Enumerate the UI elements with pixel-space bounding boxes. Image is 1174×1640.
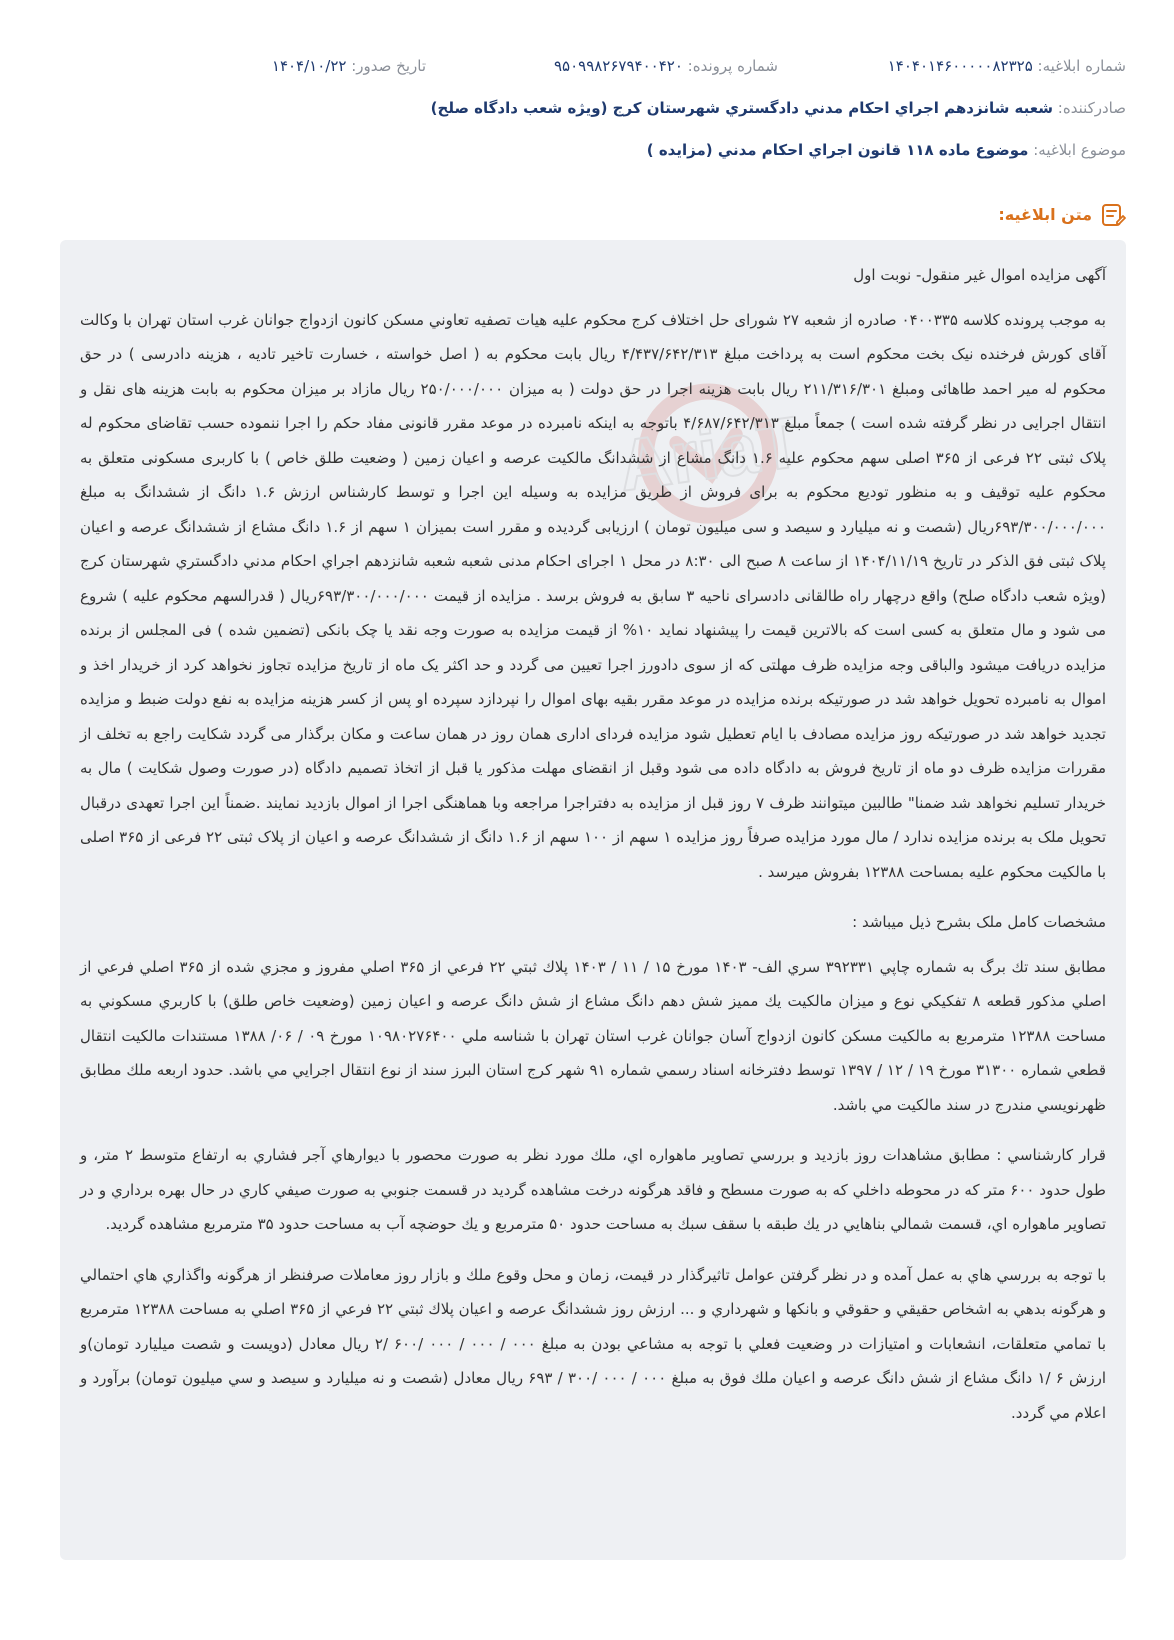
notice-number xyxy=(888,54,1126,78)
notice-text-label: متن ابلاغيه: xyxy=(998,205,1092,224)
notice-paragraph-valuation: با توجه به بررسي هاي به عمل آمده و در نظر گرفتن عوامل تاثيرگذار در قيمت، زمان و محل وقوع ملك و بازار روز معاملات صرفنظر از هرگونه واگذاري هاي احتمالي و هرگونه بدهي به اشخاص حقيقي و حقوقي و بانكها و شهرداري و ... ارزش روز ششدانگ عرصه و اعيان پلاك ثبتي ۲۲ فرعي از ۳۶۵ اصلي به مساحت ۱۲۳۸۸ مترمربع با تمامي متعلقات، انشعابات و امتيازات در وضعيت فعلي با توجه به مشاعي بودن به مبلغ ۰۰۰ / ۰۰۰ / ۰۰۰ /۶۰۰ /۲ ريال معادل (دويست و شصت ميليارد تومان)و ارزش ۶ /۱ دانگ مشاع از شش دانگ عرصه و اعيان ملك فوق به مبلغ ۰۰۰ / ۰۰۰ /۳۰۰ / ۶۹۳ ريال معادل (شصت و نه ميليارد و سيصد و سي ميليون تومان) برآورد و اعلام مي گردد. xyxy=(80,1265,1107,1422)
notice-number-label: شماره ابلاغيه: xyxy=(1037,57,1126,75)
subject-label: موضوع ابلاغيه: xyxy=(1033,141,1126,159)
issuer-label: صادرکننده: xyxy=(1057,99,1126,117)
notice-title: آگهی مزایده اموال غیر منقول- نوبت اول xyxy=(853,266,1106,284)
document-edit-icon xyxy=(1100,202,1126,228)
case-number xyxy=(554,54,778,78)
meta-row-subject xyxy=(48,138,1126,162)
notice-number-value: ۱۴۰۴۰۱۴۶۰۰۰۰۰۸۲۳۲۵ xyxy=(887,57,1033,75)
case-number-label: شماره پرونده: xyxy=(687,57,778,75)
case-number-value: ۹۵۰۹۹۸۲۶۷۹۴۰۰۴۲۰ xyxy=(553,57,683,75)
notice-text-header xyxy=(998,200,1126,230)
issuer-value: شعبه شانزدهم اجراي احکام مدني دادگستري شهرستان کرج (ويژه شعب دادگاه صلح) xyxy=(430,99,1053,117)
notice-content xyxy=(60,240,1126,1560)
issue-date xyxy=(272,54,426,78)
issue-date-label: تاريخ صدور: xyxy=(351,57,426,75)
issue-date-value: ۱۴۰۴/۱۰/۲۲ xyxy=(271,57,347,75)
specs-heading: مشخصات کامل ملک بشرح ذیل میباشد : xyxy=(852,913,1106,931)
notice-paragraph-deed: مطابق سند تك برگ به شماره چاپي ۳۹۲۳۳۱ سري الف- ۱۴۰۳ مورخ ۱۵ / ۱۱ / ۱۴۰۳ پلاك ثبتي ۲۲ فرعي از ۳۶۵ اصلي مفروز و مجزي شده از ۳۶۵ اصلي فرعي از اصلي مذكور قطعه ۸ تفكيكي نوع و ميزان مالكيت يك مميز شش دهم دانگ مشاع از شش دانگ عرصه و اعيان زمين (وضعيت خاص طلق) با كاربري مسكوني به مساحت ۱۲۳۸۸ مترمربع به مالكيت مسكن كانون ازدواج آسان جوانان غرب استان تهران با شناسه ملي ۱۰۹۸۰۲۷۶۴۰۰ مورخ ۰۹ / ۰۶/ ۱۳۸۸ مستندات مالكيت انتقال قطعي شماره ۳۱۳۰۰ مورخ ۱۹ / ۱۲ / ۱۳۹۷ توسط دفترخانه اسناد رسمي شماره ۹۱ شهر كرج استان البرز سند از نوع انتقال اجرايي مي باشد. حدود اربعه ملك مطابق ظهرنويسي مندرج در سند مالكيت مي باشد. xyxy=(80,957,1107,1114)
subject-value: موضوع ماده ۱۱۸ قانون اجراي احکام مدني (مزايده ) xyxy=(646,141,1029,159)
meta-row-issuer xyxy=(48,96,1126,120)
watermark-text: AriaTender.net xyxy=(613,358,812,507)
notice-paragraph-main: به موجب پرونده کلاسه ۰۴۰۰۳۳۵ صادره از شعبه ۲۷ شورای حل اختلاف کرج محکوم علیه هیات تصفیه تعاوني مسکن کانون ازدواج جوانان غرب استان تهران با وکالت آقای کورش فرخنده نیک بخت محکوم است به پرداخت مبلغ ۴/۴۳۷/۶۴۲/۳۱۳ ریال بابت محکوم به ( اصل خواسته ، خسارت تاخیر تادیه ، هزینه دادرسی ) در حق محکوم له میر احمد طاهائی ومبلغ ۲۱۱/۳۱۶/۳۰۱ ریال بابت هزینه اجرا در حق دولت ( به میزان ۲۵۰/۰۰۰/۰۰۰ ریال مازاد بر میزان محکوم به بابت هزینه های نقل و انتقال اجرایی در نظر گرفته شده است ) جمعاً مبلغ ۴/۶۸۷/۶۴۲/۳۱۳ باتوجه به اینکه نامبرده در موعد مقرر قانونی مفاد حکم را اجرا ننموده حسب تقاضای محکوم له پلاک ثبتی ۲۲ فرعی از ۳۶۵ اصلی سهم محکوم علیه ۱.۶ دانگ مشاع از ششدانگ مالکیت عرصه و اعیان زمین ( وضعیت طلق خاص ) با کاربری مسکونی متعلق به محکوم علیه توقیف و به منظور تودیع محکوم به برای فروش از طریق مزایده به وسیله این اجرا و توسط کارشناس ارزش ۱.۶ دانگ از ششدانگ به مبلغ ۶۹۳/۳۰۰/۰۰۰/۰۰۰ریال (شصت و نه میلیارد و سیصد و سی میلیون تومان ) ارزیابی گردیده و مقرر است بمیزان ۱ سهم از ۱.۶ دانگ مشاع از ششدانگ عرصه و اعیان پلاک ثبتی فق الذکر در تاریخ ۱۴۰۴/۱۱/۱۹ از ساعت ۸ صبح الی ۸:۳۰ در محل ۱ اجرای احکام مدنی شعبه شعبه شانزدهم اجراي احکام مدني دادگستري شهرستان کرج (ويژه شعب دادگاه صلح) واقع درچهار راه طالقانی دادسرای ناحیه ۳ سابق به فروش برسد . مزایده از قیمت ۶۹۳/۳۰۰/۰۰۰/۰۰۰ریال ( قدرالسهم محکوم علیه ) شروع می شود و مال متعلق به کسی است که بالاترین قیمت را پیشنهاد نماید ۱۰% از قیمت مزایده به صورت وجه نقد یا چک بانکی (تضمین شده ) فی المجلس از برنده مزایده دریافت میشود والباقی وجه مزایده ظرف مهلتی که از سوی دادورز اجرا تعیین می گردد و حد اکثر یک ماه از تاریخ مزایده تجاوز نخواهد کرد از خریدار اخذ و اموال به نامبرده تحویل خواهد شد در صورتیکه برنده مزایده در موعد مقرر بقیه بهای اموال را نپردازد سپرده او پس از کسر هزینه مزایده به نفع دولت ضبط و مزایده تجدید خواهد شد در صورتیکه روز مزایده مصادف با ایام تعطیل شود مزایده فردای اداری همان روز در همان ساعت و مکان برگذار می گردد شکایت راجع به تخلف از مقررات مزایده ظرف دو ماه از تاریخ فروش به دادگاه داده می شود وقبل از انقضای مهلت مذکور یا قبل از اتخاذ تصمیم دادگاه (در صورت وصول شکایت ) مال به خریدار تسلیم نخواهد شد ضمنا" طالبین میتوانند ظرف ۷ روز قبل از مزایده به دفتراجرا مراجعه وبا هماهنگی اجرا از اموال بازدید نمایند .ضمناً این اجرا تعهدی درقبال تحویل ملک به برنده مزایده ندارد / مال مورد مزایده صرفاً روز مزایده ۱ سهم از ۱۰۰ سهم از ۱.۶ دانگ از ششدانگ عرصه و اعیان از پلاک ثبتی ۲۲ فرعی از ۳۶۵ اصلی با مالکیت محکوم علیه بمساحت ۱۲۳۸۸ بفروش میرسد . xyxy=(80,310,1107,881)
notice-paragraph-expert: قرار كارشناسي : مطابق مشاهدات روز بازديد و بررسي تصاوير ماهواره اي، ملك مورد نظر به صورت محصور با ديوارهاي آجر فشاري به ارتفاع متوسط ۲ متر، و طول حدود ۶۰۰ متر كه در محوطه داخلي كه به صورت مسطح و فاقد هرگونه درخت مشاهده گرديد در قسمت جنوبي به صورت صيفي كاري در حال بهره برداري و در تصاوير ماهواره اي، قسمت شمالي بناهايي در يك طبقه با سقف سبك به مساحت حدود ۵۰ مترمربع و يك حوضچه آب به مساحت حدود ۳۵ مترمربع مشاهده گرديد. xyxy=(80,1146,1106,1233)
meta-row-numbers xyxy=(48,54,1126,78)
